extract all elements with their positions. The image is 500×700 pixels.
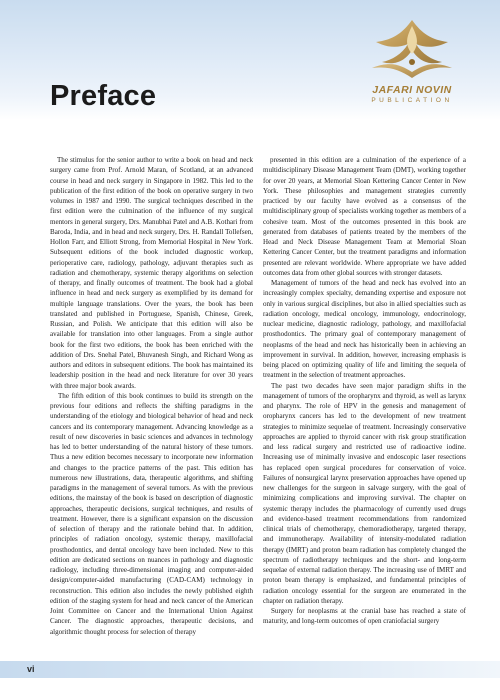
left-column [50, 155, 253, 660]
body-columns [50, 155, 466, 660]
paragraph: The fifth edition of this book continues to build its strength on the previous four editions and reflects the shifting paradigms in the understanding of the etiology and biological behavior of head and neck cancers and its contemporary management. Advancing knowledge as a result of new discoveries in basic sciences and advances in technology has led to better understanding of the natural history of these tumors. Thus a new edition becomes necessary to incorporate new information and changes to the practice patterns of the past. This edition has numerous new illustrations, data, therapeutic algorithms, and shifting paradigms in the management of several tumors. As with the previous editions, the mainstay of the book is based on description of diagnostic approaches, therapeutic decisions, surgical techniques, and results of treatment. However, there is a significant expansion on the discussion of selection of therapy and the rationale behind that. In addition, principles of radiation oncology, systemic therapy, maxillofacial prosthodontics, and dental oncology have been included. New to this edition are dedicated sections on nuances in pathology and diagnostic radiology, including three-dimensional imaging and computer-aided design/computer-aided manufacturing (CAD-CAM) technology in reconstruction. This edition also includes the newly published eighth edition of the staging system for head and neck cancer of the American Joint Committee on Cancer and the International Union Against Cancer. The diagnostic approaches, therapeutic decisions, and algorithmic thought process for selection of therapy [50, 391, 253, 636]
paragraph: The past two decades have seen major paradigm shifts in the management of tumors of the oropharynx and thyroid, as well as larynx and pharynx. The role of HPV in the genesis and management of oropharynx cancers has led to the development of new treatment strategies to minimize sequelae of treatment. Increasingly conservative approaches are applied to thyroid cancer with risk group stratification and less radical surgery and restricted use of radioactive iodine. Increasing use of minimally invasive and endoscopic laser resections has replaced open surgical procedures for conservation of voice. Failures of nonsurgical larynx preservation approaches have opened up new challenges for the surgeon in salvage surgery, with the goal of minimizing complications and improving survival. The chapter on systemic therapy includes the pharmacology of currently used drugs and evidence-based treatment recommendations from randomized clinical trials of chemotherapy, chemoradiotherapy, targeted therapy, and immunotherapy. Availability of intensity-modulated radiation therapy (IMRT) and proton beam radiation has completely changed the spectrum of radiotherapy techniques and the short- and long-term sequelae of external radiation therapy. The increasing use of IMRT and proton beam therapy is emphasized, and fundamental principles of radiation oncology essential for the surgeon are enumerated in the chapter on radiation therapy. [263, 381, 466, 605]
ornament-icon [362, 14, 462, 82]
page-title: Preface [50, 80, 157, 112]
page-number: vi [27, 664, 35, 674]
footer-bar [0, 661, 500, 678]
publisher-logo [352, 14, 472, 124]
paragraph: Surgery for neoplasms at the cranial base has reached a state of maturity, and long-term outcomes of open craniofacial surgery [263, 607, 466, 626]
paragraph: Management of tumors of the head and neck has evolved into an increasingly complex specialty, demanding expertise and exposure not only in various surgical disciplines, but also in allied specialties such as radiation oncology, medical oncology, immunology, endocrinology, nuclear medicine, diagnostic radiology, pathology, and maxillofacial prosthodontics. The primary goal of contemporary management of neoplasms of the head and neck has historically been in achieving an improvement in survival. In addition, however, increasing emphasis is being placed on optimizing quality of life and limiting the sequela of treatment in the selection of treatment approaches. [263, 279, 466, 380]
paragraph: presented in this edition are a culmination of the experience of a multidisciplinary Disease Management Team (DMT), working together for over 20 years, at Memorial Sloan Kettering Cancer Center in New York. These philosophies and management strategies currently practiced by our faculty have evolved as a consensus of the multidisciplinary group of specialists working together as members of a cohesive team. Most of the outcomes presented in this book are generated from databases of patients treated by the members of the Head and Neck Disease Management Team at Memorial Sloan Kettering Cancer Center, but the treatment paradigms and information presented are relevant worldwide. Where appropriate we have added outcomes data from other global sources with stronger datasets. [263, 156, 466, 277]
right-column [263, 155, 466, 660]
paragraph: The stimulus for the senior author to write a book on head and neck surgery came from Prof. Arnold Maran, of Scotland, at an advanced course in head and neck surgery in Singapore in 1982. This led to the publication of the first edition of the book on operative surgery in two volumes in 1987 and 1990. The surgical techniques described in the first edition were the culmination of the influence of my surgical mentors in general surgery, Drs. Manubhai Patel and A.B. Kothari from Baroda, India, and in head and neck surgery, Drs. H. Randall Tollefsen, Hollon Farr, and Elliott Strong, from Memorial Hospital in New York. Subsequent editions of the book included diagnostic workup, perioperative care, radiology, pathology, adjuvant therapies such as radiation and chemotherapy, systemic therapy algorithms on selection of therapy, and finally outcomes of treatment. The book had a global influence in head and neck surgery as exemplified by its demand for multiple language translations. Over the years, the book has been translated and published in Portuguese, Spanish, Chinese, Greek, Russian, and Polish. We anticipate that this edition will also be available for translation into other languages. From a single author book for the first two editions, the book has been enriched with the addition of Drs. Snehal Patel, Bhuvanesh Singh, and Richard Wong as authors and editors in subsequent editions. The book has maintained its leadership position in the head and neck literature for over 30 years with three major book awards. [50, 156, 253, 390]
publisher-subtitle: PUBLICATION [371, 97, 453, 104]
publisher-name: JAFARI NOVIN [372, 84, 452, 96]
